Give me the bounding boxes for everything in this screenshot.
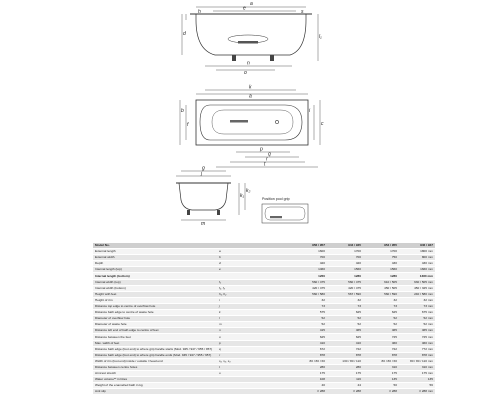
table-cell-label: External width (93, 255, 217, 261)
dim-label-d: d (183, 31, 186, 37)
table-cell-v2: 567 / 590 (327, 291, 363, 297)
table-cell-symbol: p (217, 340, 291, 346)
table-cell-v3: 722 (363, 346, 399, 352)
table-cell-v3: // 288 (363, 389, 399, 395)
dim-label-j: j (201, 171, 203, 177)
table-cell-v1: // 288 (291, 389, 327, 395)
table-cell-label: Height with feet (93, 291, 217, 297)
table-cell-symbol: f₂, f₃ (217, 285, 291, 291)
table-cell-v2: 116 (327, 377, 363, 383)
table-cell-v4: 800 mm (399, 255, 435, 261)
table-cell-v1: 700 (291, 255, 327, 261)
table-cell-v4: // 288 mm (399, 389, 435, 395)
table-cell-v1: 1460 (291, 267, 327, 273)
table-cell-v1: 575 (291, 310, 327, 316)
table-cell-label: Water volume** in litres (93, 377, 217, 383)
table-cell-v2: 465 (327, 328, 363, 334)
table-cell-v2: 1560 (327, 267, 363, 273)
specification-table-body (93, 243, 435, 395)
dim-label-i: i (309, 108, 311, 114)
table-cell-label: Weight of the enamelled bath in kg (93, 383, 217, 389)
table-cell-label: Distance left end of bath edge to centre of feet (93, 328, 217, 334)
table-cell-v4: 1800 mm (399, 249, 435, 255)
table-cell-v1: 108 (291, 377, 327, 383)
table-cell-symbol: k (217, 310, 291, 316)
table-cell-label: Depth (93, 261, 217, 267)
table-cell-v2: 420 / 475 (327, 285, 363, 291)
table-cell-v1: 420 (291, 261, 327, 267)
table-cell-v1: 80 / 80 / 60 (291, 358, 327, 364)
table-cell-v4: 52 mm (399, 316, 435, 322)
table-cell-label: Anti slip (93, 389, 217, 395)
table-cell-v2: // 288 (327, 389, 363, 395)
table-cell-v2: 1700 (327, 249, 363, 255)
table-cell-v2: 625 (327, 310, 363, 316)
dim-label-q: q (268, 151, 271, 158)
table-cell-label: Width of rim (foot end) inside / outside / head end (93, 358, 217, 364)
table-cell-v4: 56 (399, 383, 435, 389)
table-cell-v1: 420 / 475 (291, 285, 327, 291)
table-cell-v1: 32 (291, 297, 327, 303)
table-cell-v1: 878 (291, 352, 327, 358)
table-cell-v3: 73 (363, 303, 399, 309)
table-cell-symbol: s₁, s₂, s₃ (217, 358, 291, 364)
table-cell-v2: 410 (327, 340, 363, 346)
dim-label-f: f (187, 122, 189, 128)
header-model-2: 944 / 945 (327, 243, 363, 249)
table-cell-symbol: j (217, 303, 291, 309)
table-cell-v1: 560 / 580 (291, 291, 327, 297)
table-cell-v1: 73 (291, 303, 327, 309)
table-cell-v2: 700 (327, 255, 363, 261)
table-cell-v2: 44 (327, 383, 363, 389)
table-cell-symbol: r (217, 352, 291, 358)
table-cell-v4: 630 / 505 mm (399, 279, 435, 285)
dim-label-t: t (264, 161, 266, 168)
table-cell-v1: 1260 (291, 273, 327, 279)
table-cell-label: Diameter of overflow hole (93, 316, 217, 322)
table-cell-symbol: l (217, 316, 291, 322)
dim-label-a2: a (249, 93, 252, 100)
table-cell-symbol: t (217, 364, 291, 370)
side-elevation-view (182, 7, 318, 70)
table-cell-v4: 460 mm (399, 340, 435, 346)
table-cell-label: Distance bath edge (foot end) to where grip handle ends (Mod. 945 / 947 / 955 / 957) (93, 352, 217, 358)
table-cell-v3: 52 (363, 316, 399, 322)
dim-label-r: r (266, 156, 268, 163)
table-cell-symbol: u (217, 370, 291, 376)
dim-label-m: m (201, 221, 206, 227)
table-cell-symbol: f₁ (217, 279, 291, 285)
table-cell-label: Internal width (top) (93, 279, 217, 285)
table-cell-v3: 430 (363, 261, 399, 267)
dim-label-o: o (244, 70, 247, 76)
header-label: Model No. (93, 243, 217, 249)
table-cell-symbol: n (217, 328, 291, 334)
table-cell-v4: 310 mm (399, 364, 435, 370)
specification-table (93, 243, 435, 395)
table-cell-symbol: a (217, 249, 291, 255)
table-cell-v2: 560 / 475 (327, 279, 363, 285)
dim-label-k2: k₂ (246, 188, 251, 194)
table-cell-v3: 50 (363, 383, 399, 389)
table-cell-symbol: m (217, 322, 291, 328)
table-cell-v4: 465 mm (399, 328, 435, 334)
table-cell-v1: 415 (291, 328, 327, 334)
plan-view (180, 90, 320, 167)
header-model-1: 956 / 957 (291, 243, 327, 249)
table-cell-v3: 878 (363, 352, 399, 358)
table-cell-v3: 175 (363, 370, 399, 376)
table-cell-v1: 175 (291, 370, 327, 376)
table-cell-symbol: d (217, 261, 291, 267)
table-cell-label: Distance top edge to centre of overflow hole (93, 303, 217, 309)
table-cell-symbol: q (217, 346, 291, 352)
dim-label-b: b (181, 108, 184, 114)
table-cell-v1: 672 (291, 346, 327, 352)
table-cell-v3: 725 (363, 334, 399, 340)
table-cell-v1: 560 / 475 (291, 279, 327, 285)
table-cell-label: Armrest stretch (93, 370, 217, 376)
table-cell-v3: 1280 (363, 273, 399, 279)
dim-label-g: g (202, 165, 205, 172)
table-cell-v3: 610 / 505 (363, 279, 399, 285)
table-cell-v2: 32 (327, 297, 363, 303)
table-cell-v1: 280 (291, 364, 327, 370)
table-cell-v4: 725 mm (399, 334, 435, 340)
table-cell-v2: 878 (327, 352, 363, 358)
table-cell-label: Max. width of feet (93, 340, 217, 346)
table-cell-v3: 1560 (363, 267, 399, 273)
table-cell-v1: 410 (291, 340, 327, 346)
table-cell-label: Distance between the feet (93, 334, 217, 340)
header-model-4: 946 / 947 (399, 243, 435, 249)
table-cell-v4: 52 mm (399, 322, 435, 328)
table-cell-v2: 1280 (327, 273, 363, 279)
table-cell-label: Height of rim (93, 297, 217, 303)
table-cell-symbol: o (217, 334, 291, 340)
table-cell-v2: 52 (327, 316, 363, 322)
dim-label-k: k (249, 84, 252, 91)
table-cell-v3: 750 (363, 255, 399, 261)
table-cell-v2: 73 (327, 303, 363, 309)
table-cell-v3: 1700 (363, 249, 399, 255)
table-cell-v3: 560 / 590 (363, 291, 399, 297)
header-model-3: 954 / 955 (363, 243, 399, 249)
table-cell-v4: 1380 mm (399, 273, 435, 279)
dim-label-n: n (247, 60, 250, 67)
table-cell-label: Distance between centre holes (93, 364, 217, 370)
table-cell-v2: 722 (327, 346, 363, 352)
table-cell-v4: 80 / 80 / 110 mm (399, 358, 435, 364)
table-cell-v3: 460 (363, 340, 399, 346)
dim-label-k1: k₁ (240, 193, 245, 199)
table-cell-v4: 240 / 580 mm (399, 291, 435, 297)
table-cell-label: Diameter of waste hole (93, 322, 217, 328)
dim-label-l1: l₁ (319, 34, 322, 40)
table-cell-label: Internal length (bottom) (93, 273, 217, 279)
table-cell-v4: 175 mm (399, 370, 435, 376)
table-cell-v4: 32 mm (399, 297, 435, 303)
table-cell-symbol: h₁, h₂ (217, 291, 291, 297)
table-cell-label: Distance bath edge (foot end) to where grip handle starts (Mod. 945 / 947 / 955 / 957) (93, 346, 217, 352)
grip-position-caption: Position pool grip (262, 197, 290, 201)
table-cell-v4: 430 mm (399, 261, 435, 267)
table-cell-v3: 52 (363, 322, 399, 328)
table-cell-v4: 772 mm (399, 346, 435, 352)
dim-label-s: s (301, 9, 304, 15)
table-cell-v4: 1660 mm (399, 267, 435, 273)
table-cell-v1: 40 (291, 383, 327, 389)
table-cell-v4: 450 / 325 mm (399, 285, 435, 291)
table-cell-v4: 878 mm (399, 352, 435, 358)
table-cell-v3: 135 (363, 377, 399, 383)
table-cell-v1: 52 (291, 322, 327, 328)
table-cell-v3: 310 (363, 364, 399, 370)
table-cell-label: Internal length (top) (93, 267, 217, 273)
table-cell-v3: 465 (363, 328, 399, 334)
dim-label-a: a (250, 1, 253, 7)
dim-label-c: c (321, 121, 324, 127)
grip-position-view (262, 204, 308, 223)
table-cell-v3: 32 (363, 297, 399, 303)
table-cell-v2: 625 (327, 334, 363, 340)
table-cell-v4: 73 mm (399, 303, 435, 309)
table-cell-v4: 675 mm (399, 310, 435, 316)
table-cell-symbol: b (217, 255, 291, 261)
table-cell-v4: 135 (399, 377, 435, 383)
table-cell-v2: 420 (327, 261, 363, 267)
table-cell-v2: 130 / 80 / 110 (327, 358, 363, 364)
table-row (93, 389, 435, 395)
table-cell-v3: 450 / 505 (363, 285, 399, 291)
table-cell-symbol: i (217, 297, 291, 303)
dim-label-e: e (243, 5, 246, 12)
table-cell-v2: 52 (327, 322, 363, 328)
table-cell-symbol (217, 389, 291, 395)
table-cell-v2: 175 (327, 370, 363, 376)
dim-label-p: p (260, 146, 263, 153)
table-cell-symbol: e (217, 267, 291, 273)
table-cell-v1: 625 (291, 334, 327, 340)
table-cell-label: Distance bath edge to centre of waste hole (93, 310, 217, 316)
table-cell-v2: 280 (327, 364, 363, 370)
end-section-view (176, 171, 245, 220)
table-cell-label: Internal width (bottom) (93, 285, 217, 291)
dim-label-h: h (198, 9, 201, 15)
table-cell-label: External length (93, 249, 217, 255)
table-cell-v3: 80 / 80 / 60 (363, 358, 399, 364)
table-cell-v1: 1600 (291, 249, 327, 255)
table-cell-v3: 625 (363, 310, 399, 316)
table-cell-v1: 52 (291, 316, 327, 322)
